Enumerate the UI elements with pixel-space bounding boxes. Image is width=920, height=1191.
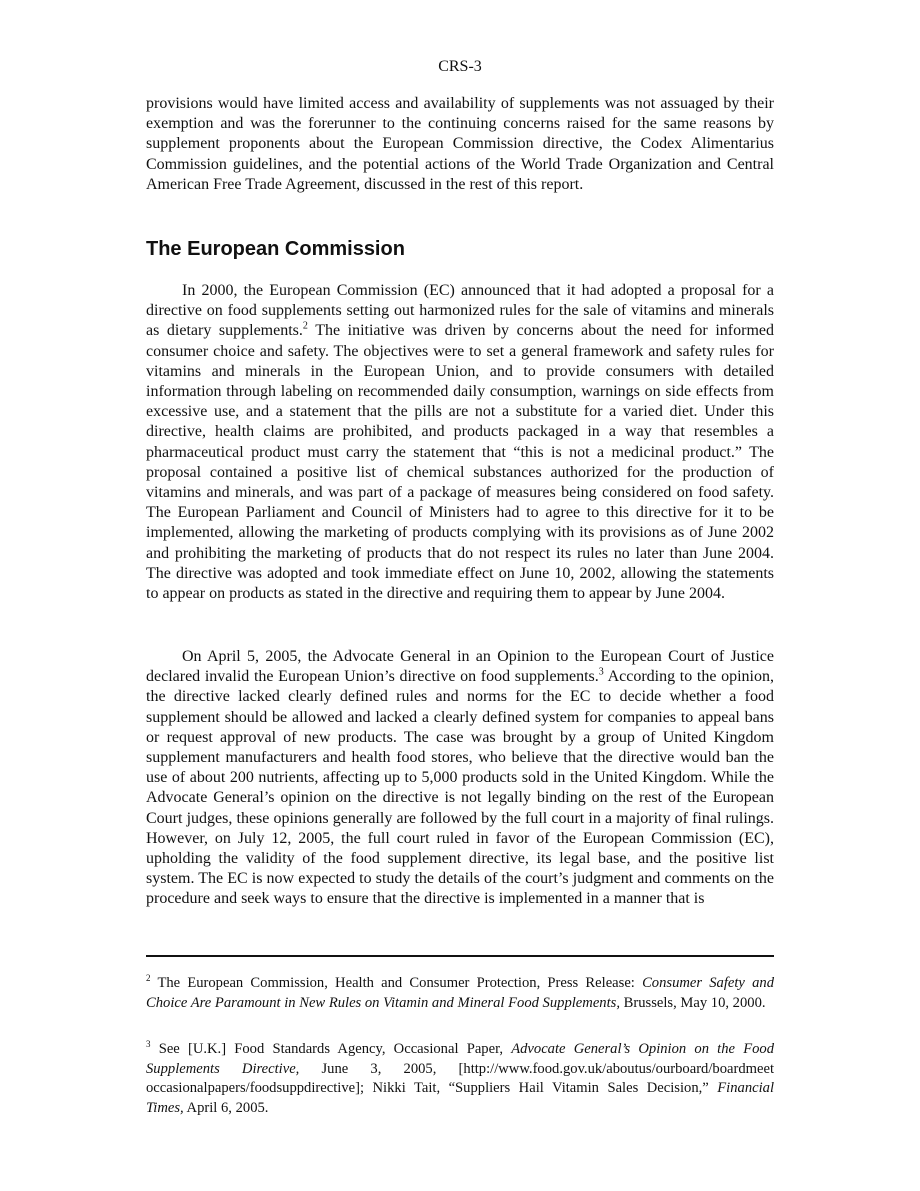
paragraph-text: In 2000, the European Commission (EC) announced that it had adopted a proposal for a directive on food supplements setting out harmonized rules for the sale of vitamins and minerals as dietary supplements. [146,282,774,340]
footnote-text: The European Commission, Health and Consumer Protection, Press Release: [157,975,643,991]
page-number: CRS-3 [438,58,482,75]
paragraph-ec-directive [146,281,774,604]
footnote-title: Advocate General’s Opinion on the Food Supplements Directive, [146,1041,775,1077]
footnote-text: See [U.K.] Food Standards Agency, Occasional Paper, [158,1041,512,1057]
footnote-ref-3[interactable]: 3 [598,666,604,678]
footnote-ref-2[interactable]: 2 [302,321,308,333]
intro-paragraph: provisions would have limited access and availability of supplements was not assuaged by their exemption and was the forerunner to the continuing concerns raised for the same reasons by supplement proponents about the European Commission directive, the Codex Alimentarius Commission guidelines, and the potential actions of the World Trade Organization and Central American Free Trade Agreement, discussed in the rest of this report. [146,95,774,193]
footnote-divider [146,955,774,957]
footnote-title: Consumer Safety and Choice Are Paramount in New Rules on Vitamin and Mineral Food Supplements, [146,975,774,1011]
footnote-3 [146,1040,774,1118]
footnote-text: April 6, 2005. [183,1099,269,1116]
footnote-2 [146,974,774,1013]
paragraph-text: On April 5, 2005, the Advocate General in an Opinion to the European Court of Justice declared invalid the European Union’s directive on food supplements. [146,648,774,686]
section-heading: The European Commission [146,238,405,260]
footnote-number: 3 [146,1039,151,1050]
footnote-publication: Financial Times, [146,1080,774,1116]
paragraph-text: The initiative was driven by concerns about the need for informed consumer choice and safety. The objectives were to set a general framework and safety rules for vitamins and minerals in the European Union, and to provide consumers with detailed information through labeling on recommended daily consumption, warnings on side effects from excessive use, and a statement that the pills are not a substitute for a varied diet. Under this directive, health claims are prohibited, and products packaged in a way that resembles a pharmaceutical product must carry the statement that “this is not a medicinal product.” The proposal contained a positive list of chemical substances authorized for the production of vitamins and minerals, and was part of a package of measures being considered on food safety. The European Parliament and Council of Ministers had to agree to this directive for it to be implemented, allowing the marketing of products complying with its provisions as of June 2002 and prohibiting the marketing of products that do not respect its rules no later than June 2004. The directive was adopted and took immediate effect on June 10, 2002, allowing the statements to appear on products as stated in the directive and requiring them to appear by June 2004. [146,322,774,603]
footnote-text[interactable]: June 3, 2005, [http://www.food.gov.uk/aboutus/ourboard/boardmeet occasionalpapers/foodsuppdirective]; Nikki Tait, “Suppliers Hail Vitamin Sales Decision,” [146,1060,774,1097]
footnote-text: Brussels, May 10, 2000. [619,994,766,1011]
paragraph-text: According to the opinion, the directive lacked clearly defined rules and norms for the EC to decide whether a food supplement should be allowed and lacked a clearly defined system for companies to appeal bans or request approval of new products. The case was brought by a group of United Kingdom supplement manufacturers and health food stores, who believe that the directive would ban the use of about 200 nutrients, affecting up to 5,000 products sold in the United Kingdom. While the Advocate General’s opinion on the directive is not legally binding on the rest of the European Court judges, these opinions generally are followed by the full court in a majority of final rulings. However, on July 12, 2005, the full court ruled in favor of the European Commission (EC), upholding the validity of the food supplement directive, its legal base, and the positive list system. The EC is now expected to study the details of the court’s judgment and comments on the procedure and seek ways to ensure that the directive is implemented in a manner that is [146,668,775,908]
paragraph-advocate-general [146,647,774,910]
footnote-number: 2 [146,973,151,984]
